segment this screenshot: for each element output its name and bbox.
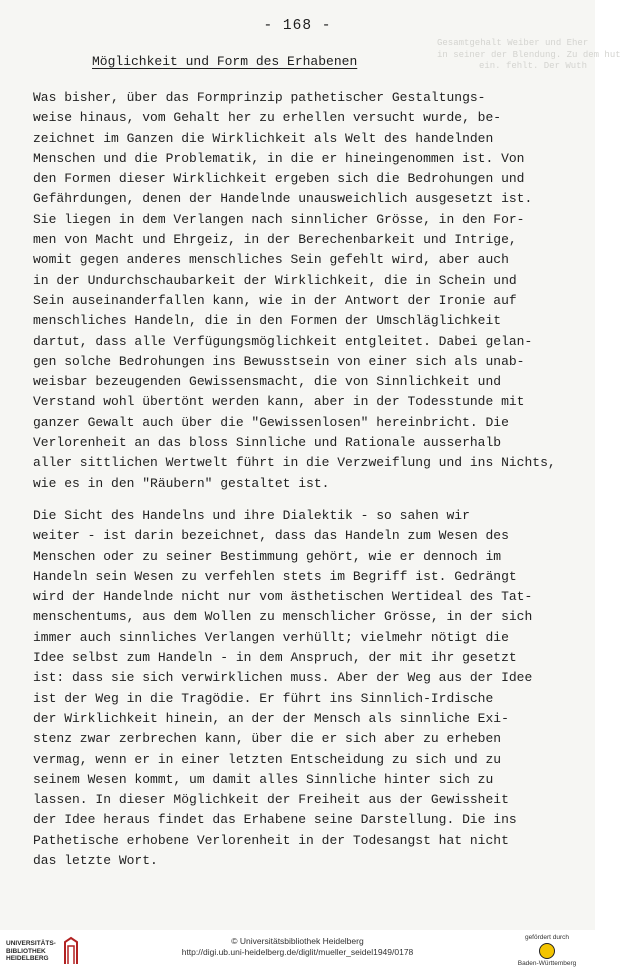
footer-credits [0, 936, 595, 957]
text-line: Handeln sein Wesen zu verfehlen stets im Begriff ist. Gedrängt [33, 568, 517, 584]
page-number: - 168 - [263, 18, 332, 34]
text-line: Pathetische erhobene Verlorenheit in der Todesangst hat nicht [33, 832, 509, 848]
footer [0, 930, 595, 971]
text-line: in der Undurchschaubarkeit der Wirklichkeit, die in Schein und [33, 272, 517, 288]
library-name-line: BIBLIOTHEK [6, 947, 46, 955]
text-line: Menschen oder zu seiner Bestimmung gehört, wie er dennoch im [33, 548, 502, 564]
text-line: zeichnet im Ganzen die Wirklichkeit als Welt des handelnden [33, 130, 494, 146]
text-line: Die Sicht des Handelns und ihre Dialektik - so sahen wir [33, 508, 470, 523]
text-line: stenz zwar zerbrechen kann, über die er sich aber zu erheben [33, 731, 502, 747]
text-line: aller sittlichen Wertwelt führt in die Verzweiflung und ins Nichts, [33, 455, 556, 471]
text-line: ganzer Gewalt auch über die "Gewissenlosen" hereinbricht. Die [33, 414, 509, 430]
text-line: Verstand wohl übertönt werden kann, aber in der Todesstunde mit [33, 394, 525, 410]
text-line: dartut, dass alle Verfügungsmöglichkeit entgleitet. Dabei gelan- [33, 333, 533, 349]
text-line: wird der Handelnde nicht nur vom ästhetischen Wertideal des Tat- [33, 589, 533, 605]
paragraph-2 [33, 506, 573, 871]
text-line: menschliches Handeln, die in den Formen der Umschläglichkeit [33, 313, 502, 329]
funder-block [507, 934, 587, 968]
bleed-through-line: in seiner der Blendung. Zu dem hut [437, 49, 621, 60]
text-line: Idee selbst zum Handeln - in dem Anspruch, der mit ihr gesetzt [33, 650, 517, 666]
copyright-text: © Universitätsbibliothek Heidelberg [231, 936, 364, 946]
text-line: das letzte Wort. [33, 853, 158, 869]
text-line: Was bisher, über das Formprinzip pathetischer Gestaltungs- [33, 90, 486, 105]
text-line: den Formen dieser Wirklichkeit ergeben sich die Bedrohungen und [33, 171, 525, 187]
text-line: Gefährdungen, denen der Handelnde unausweichlich ausgesetzt ist. [33, 191, 533, 207]
text-line: men von Macht und Ehrgeiz, in der Berechenbarkeit und Intrige, [33, 232, 517, 248]
text-line: gen solche Bedrohungen ins Bewusstsein von einer sich als unab- [33, 353, 525, 369]
text-line: lassen. In dieser Möglichkeit der Freiheit aus der Gewissheit [33, 792, 509, 808]
text-line: weiter - ist darin bezeichnet, dass das Handeln zum Wesen des [33, 528, 509, 544]
text-line: Menschen und die Problematik, in die er hineingenommen ist. Von [33, 150, 525, 166]
text-line: ist: dass sie sich verwirklichen muss. Aber der Weg aus der Idee [33, 670, 533, 686]
text-line: womit gegen anderes menschliches Sein gefehlt wird, aber auch [33, 252, 509, 268]
section-heading: Möglichkeit und Form des Erhabenen [92, 54, 358, 69]
library-name-line: HEIDELBERG [6, 955, 49, 962]
bleed-through-line: Gesamtgehalt Weiber und Eher [437, 38, 589, 48]
bleed-through-line: ein. fehlt. Der Wuth [478, 61, 587, 71]
text-line: seinem Wesen kommt, um damit alles Sinnliche hinter sich zu [33, 771, 494, 787]
text-line: vermag, wenn er in einer letzten Entscheidung zu sich und zu [33, 751, 502, 767]
funded-by-label: gefördert durch [524, 934, 570, 941]
library-name-line: UNIVERSITÄTS- [6, 940, 56, 947]
paragraph-1 [33, 88, 573, 494]
text-line: der Idee heraus findet das Erhabene seine Darstellung. Die ins [33, 812, 517, 828]
text-line: menschentums, aus dem Wollen zu menschlicher Grösse, in der sich [33, 609, 533, 625]
text-line: immer auch sinnliches Verlangen verhüllt; vielmehr nötigt die [33, 629, 509, 645]
text-line: ist der Weg in die Tragödie. Er führt ins Sinnlich-Irdische [33, 690, 494, 706]
text-line: Sein auseinanderfallen kann, wie in der Antwort der Ironie auf [33, 292, 517, 308]
funder-name: Baden-Württemberg [517, 960, 577, 967]
source-url-link[interactable]: http://digi.ub.uni-heidelberg.de/diglit/mueller_seidel1949/0178 [181, 946, 414, 957]
text-line: weisbar bezeugenden Gewissensmacht, die von Sinnlichkeit und [33, 374, 502, 390]
text-line: weise hinaus, vom Gehalt her zu erhellen versucht wurde, be- [33, 110, 502, 126]
state-crest-icon [539, 943, 555, 959]
text-line: Verlorenheit an das bloss Sinnliche und Rationale ausserhalb [33, 435, 502, 451]
text-line: Sie liegen in dem Verlangen nach sinnlicher Grösse, in den For- [33, 211, 525, 227]
bleed-through-text [437, 38, 621, 73]
text-line: der Wirklichkeit hinein, an der der Mensch als sinnliche Exi- [33, 710, 509, 726]
text-line: wie es in den "Räubern" gestaltet ist. [33, 475, 330, 491]
